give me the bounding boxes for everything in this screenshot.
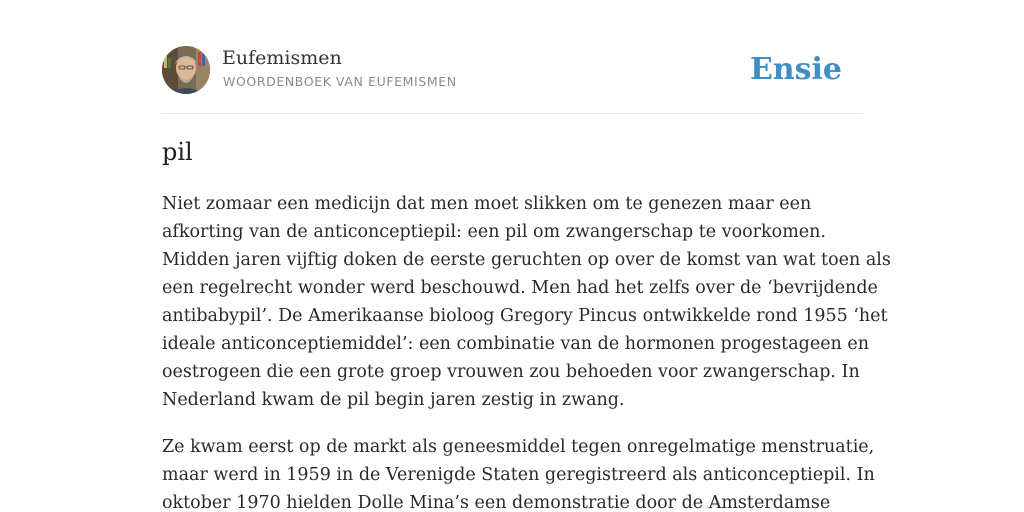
paragraph-line: afkorting van de anticonceptiepil: een pil om zwangerschap te voorkomen. bbox=[162, 222, 826, 242]
entry-paragraph bbox=[162, 433, 882, 512]
paragraph-line: oestrogeen die een grote groep vrouwen zou behoeden voor zwangerschap. In bbox=[162, 362, 860, 382]
paragraph-line: oktober 1970 hielden Dolle Mina’s een demonstratie door de Amsterdamse bbox=[162, 493, 831, 512]
site-subtitle[interactable]: WOORDENBOEK VAN EUFEMISMEN bbox=[223, 74, 457, 89]
site-name[interactable]: Eufemismen bbox=[222, 47, 342, 69]
entry-title: pil bbox=[162, 138, 193, 166]
paragraph-line: Ze kwam eerst op de markt als geneesmiddel tegen onregelmatige menstruatie, bbox=[162, 437, 875, 457]
paragraph-line: Nederland kwam de pil begin jaren zestig in zwang. bbox=[162, 390, 625, 410]
avatar-image bbox=[162, 46, 210, 94]
paragraph-line: een regelrecht wonder werd beschouwd. Men had het zelfs over de ‘bevrijdende bbox=[162, 278, 878, 298]
paragraph-line: antibabypil’. De Amerikaanse bioloog Gregory Pincus ontwikkelde rond 1955 ‘het bbox=[162, 306, 888, 326]
site-header bbox=[162, 46, 862, 96]
paragraph-line: ideale anticonceptiemiddel’: een combinatie van de hormonen progestageen en bbox=[162, 334, 870, 354]
header-divider bbox=[162, 113, 862, 114]
author-avatar[interactable] bbox=[162, 46, 210, 94]
paragraph-line: Niet zomaar een medicijn dat men moet slikken om te genezen maar een bbox=[162, 194, 812, 214]
paragraph-line: Midden jaren vijftig doken de eerste geruchten op over de komst van wat toen als bbox=[162, 250, 891, 270]
ensie-logo-link[interactable]: Ensie bbox=[749, 52, 842, 87]
paragraph-line: maar werd in 1959 in de Verenigde Staten geregistreerd als anticonceptiepil. In bbox=[162, 465, 875, 485]
entry-paragraph bbox=[162, 190, 891, 414]
entry-body bbox=[162, 190, 891, 512]
